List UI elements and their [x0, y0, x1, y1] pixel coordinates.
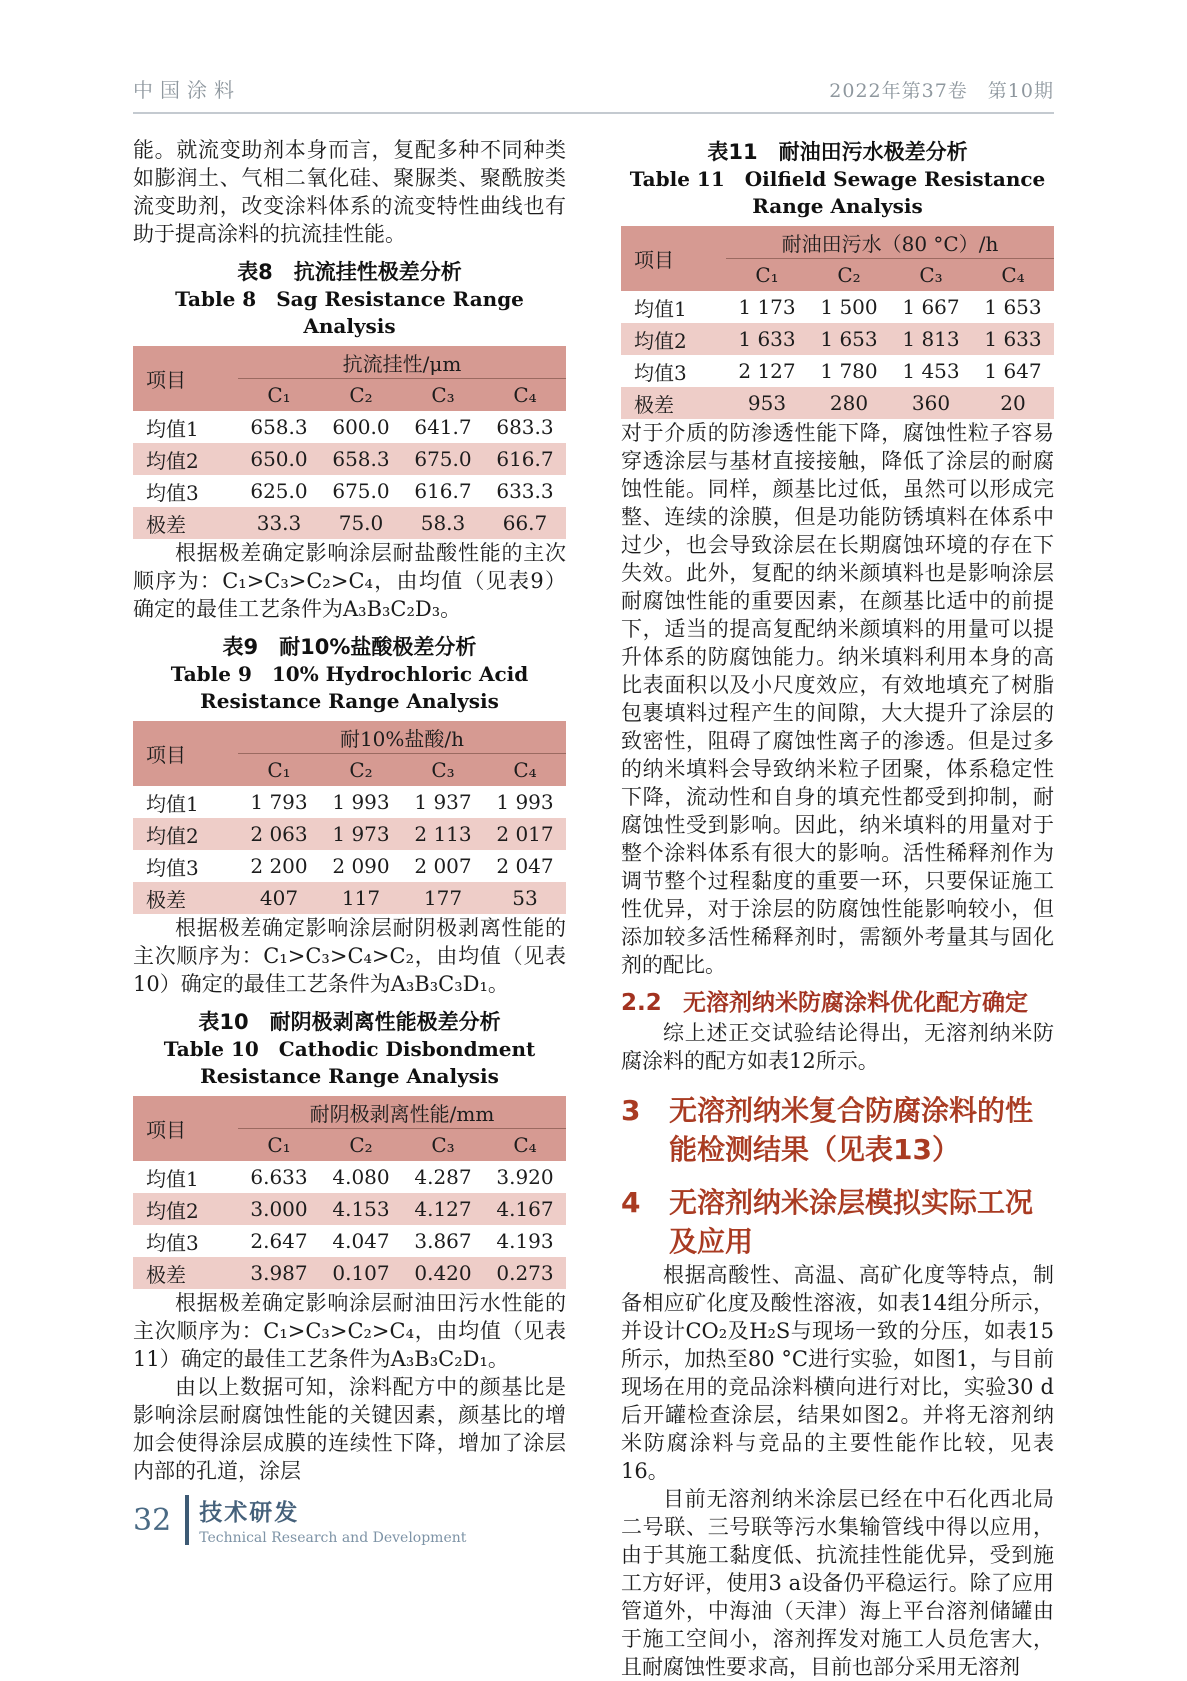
column-header: C₄ [484, 379, 566, 412]
paragraph: 目前无溶剂纳米涂层已经在中石化西北局二号联、三号联等污水集输管线中得以应用，由于其施工黏度低、抗流挂性能优异，受到施工方好评，使用3 a设备仍平稳运行。除了应用管道外，中海油（天津）海上平台溶剂储罐由于施工空间小，溶剂挥发对施工人员危害大，且耐腐蚀性要求高，目前也部分采用无溶剂 [621, 1487, 1054, 1679]
table8 [133, 346, 566, 539]
right-column [621, 136, 1054, 1681]
table-row [621, 291, 1054, 323]
table-row [133, 882, 566, 914]
cell: 1 633 [738, 327, 796, 351]
cell: 117 [341, 886, 381, 910]
table8-header-row [133, 346, 566, 379]
paragraph-continuation: 能。就流变助剂本身而言，复配多种不同种类如膨润土、气相二氧化硅、聚脲类、聚酰胺类流变助剂，改变涂料体系的流变特性曲线也有助于提高涂料的抗流挂性能。 [133, 138, 566, 246]
section-number: 2.2 [621, 990, 662, 1016]
paragraph-discussion: 对于介质的防渗透性能下降，腐蚀性粒子容易穿透涂层与基材直接接触，降低了涂层的耐腐蚀性能。同样，颜基比过低，虽然可以形成完整、连续的涂膜，但是功能防锈填料在体系中过少，也会导致涂层在长期腐蚀环境的存在下失效。此外，复配的纳米颜填料也是影响涂层耐腐蚀性能的重要因素，在颜基比适中的前提下，适当的提高复配纳米颜填料的用量可以提升体系的防腐蚀能力。纳米填料利用本身的高比表面积以及小尺度效应，有效地填充了树脂包裹填料过程产生的间隙，大大提升了涂层的致密性，阻碍了腐蚀性离子的渗透。但是过多的纳米填料会导致纳米粒子团聚，体系稳定性下降，流动性和自身的填充性都受到抑制，耐腐蚀性受到影响。因此，纳米填料的用量对于整个涂料体系有很大的影响。活性稀释剂作为调节整个过程黏度的重要一环，只要保证施工性优异，对于涂层的防腐蚀性能影响较小，但添加较多活性稀释剂时，需额外考量其与固化剂的配比。 [621, 421, 1054, 977]
cell: 600.0 [332, 415, 390, 439]
cell: 658.3 [250, 415, 308, 439]
cell: 1 173 [738, 295, 796, 319]
cell: 4.080 [332, 1165, 390, 1189]
table-row [133, 1225, 566, 1257]
table11-group-header: 耐油田污水（80 °C）/h [726, 226, 1054, 259]
cell: 2 090 [332, 854, 390, 878]
paragraph: 根据极差确定影响涂层耐油田污水性能的主次顺序为：C₁>C₃>C₂>C₄，由均值（见表11）确定的最佳工艺条件为A₃B₃C₂D₁。 [133, 1291, 566, 1371]
table-row [133, 1257, 566, 1289]
column-header: C₁ [238, 754, 320, 787]
cell: 1 993 [496, 790, 554, 814]
cell: 616.7 [496, 447, 554, 471]
row-label: 均值3 [146, 480, 199, 505]
table-row [621, 355, 1054, 387]
cell: 3.867 [414, 1229, 472, 1253]
cell: 3.000 [250, 1197, 308, 1221]
cell: 280 [829, 391, 869, 415]
table-row [133, 507, 566, 539]
cell: 2 007 [414, 854, 472, 878]
cell: 4.047 [332, 1229, 390, 1253]
cell: 4.153 [332, 1197, 390, 1221]
row-label: 均值3 [634, 360, 687, 385]
cell: 1 653 [820, 327, 878, 351]
cell: 3.920 [496, 1165, 554, 1189]
cell: 1 453 [902, 359, 960, 383]
row-label: 均值1 [146, 416, 199, 441]
paragraph: 根据高酸性、高温、高矿化度等特点，制备相应矿化度及酸性溶液，如表14组分所示，并设计CO₂及H₂S与现场一致的分压，如表15所示，加热至80 °C进行实验，如图1，与目前现场在用的竞品涂料横向进行对比，实验30 d后开罐检查涂层，结果如图2。并将无溶剂纳米防腐涂料与竞品的主要性能作比较，见表16。 [621, 1263, 1054, 1483]
footer-section-en: Technical Research and Development [199, 1530, 467, 1546]
column-header: C₃ [402, 379, 484, 412]
cell: 20 [1000, 391, 1026, 415]
cell: 407 [259, 886, 299, 910]
table9 [133, 721, 566, 914]
table10-group-header: 耐阴极剥离性能/mm [238, 1096, 566, 1129]
paragraph: 根据极差确定影响涂层耐盐酸性能的主次顺序为：C₁>C₃>C₂>C₄，由均值（见表9）确定的最佳工艺条件为A₃B₃C₂D₃。 [133, 541, 566, 621]
issue-info: 2022年第37卷 第10期 [829, 80, 1054, 102]
cell: 1 653 [984, 295, 1042, 319]
cell: 53 [512, 886, 538, 910]
cell: 1 973 [332, 822, 390, 846]
column-header: C₁ [726, 259, 808, 292]
table10-caption-cn: 表10 耐阴极剥离性能极差分析 [198, 1010, 501, 1034]
cell: 1 993 [332, 790, 390, 814]
table11-col0-header: 项目 [621, 226, 726, 291]
footer-section-cn: 技术研发 [199, 1500, 300, 1526]
cell: 0.420 [414, 1261, 472, 1285]
table10 [133, 1096, 566, 1289]
row-label: 均值2 [146, 448, 199, 473]
cell: 675.0 [414, 447, 472, 471]
cell: 66.7 [502, 511, 548, 535]
row-label: 均值1 [146, 791, 199, 816]
table11-caption-en: Table 11 Oilfield Sewage Resistance Range Analysis [629, 167, 1046, 218]
row-label: 极差 [146, 887, 186, 912]
table-row [133, 411, 566, 443]
table9-caption-cn: 表9 耐10%盐酸极差分析 [222, 635, 477, 659]
cell: 1 793 [250, 790, 308, 814]
cell: 2 063 [250, 822, 308, 846]
column-header: C₂ [808, 259, 890, 292]
table10-caption-en: Table 10 Cathodic Disbondment Resistance Range Analysis [163, 1037, 536, 1088]
cell: 633.3 [496, 479, 554, 503]
cell: 1 500 [820, 295, 878, 319]
table9-header-row [133, 721, 566, 754]
table11 [621, 226, 1054, 419]
cell: 0.107 [332, 1261, 390, 1285]
table8-caption-cn: 表8 抗流挂性极差分析 [237, 260, 462, 284]
paragraph: 根据极差确定影响涂层耐阴极剥离性能的主次顺序为：C₁>C₃>C₄>C₂，由均值（见表10）确定的最佳工艺条件为A₃B₃C₃D₁。 [133, 916, 566, 996]
table-row [133, 818, 566, 850]
column-header: C₂ [320, 754, 402, 787]
cell: 2 113 [414, 822, 472, 846]
table-row [621, 387, 1054, 419]
row-label: 均值1 [634, 296, 687, 321]
cell: 4.193 [496, 1229, 554, 1253]
cell: 658.3 [332, 447, 390, 471]
column-header: C₁ [238, 379, 320, 412]
page-footer [133, 1494, 466, 1546]
cell: 360 [911, 391, 951, 415]
cell: 675.0 [332, 479, 390, 503]
table11-header-row [621, 226, 1054, 259]
cell: 1 633 [984, 327, 1042, 351]
column-header: C₃ [890, 259, 972, 292]
cell: 4.287 [414, 1165, 472, 1189]
section-2-2-heading [621, 987, 1054, 1019]
cell: 2.647 [250, 1229, 308, 1253]
cell: 33.3 [256, 511, 302, 535]
table8-col0-header: 项目 [133, 346, 238, 411]
cell: 1 813 [902, 327, 960, 351]
paragraph: 由以上数据可知，涂料配方中的颜基比是影响涂层耐腐蚀性能的关键因素，颜基比的增加会使得涂层成膜的连续性下降，增加了涂层内部的孔道，涂层 [133, 1375, 566, 1483]
page-number: 32 [133, 1502, 172, 1538]
cell: 4.167 [496, 1197, 554, 1221]
page-header [133, 74, 1054, 114]
cell: 2 200 [250, 854, 308, 878]
journal-name: 中国涂料 [133, 78, 241, 102]
table-row [133, 475, 566, 507]
cell: 6.633 [250, 1165, 308, 1189]
cell: 650.0 [250, 447, 308, 471]
table-row [133, 786, 566, 818]
row-label: 极差 [146, 512, 186, 537]
row-label: 均值2 [146, 823, 199, 848]
row-label: 均值3 [146, 855, 199, 880]
cell: 4.127 [414, 1197, 472, 1221]
paragraph: 综上述正交试验结论得出，无溶剂纳米防腐涂料的配方如表12所示。 [621, 1021, 1054, 1073]
cell: 2 127 [738, 359, 796, 383]
table9-col0-header: 项目 [133, 721, 238, 786]
footer-section [199, 1494, 466, 1546]
section-title: 无溶剂纳米复合防腐涂料的性能检测结果（见表13） [669, 1094, 1034, 1166]
cell: 58.3 [420, 511, 466, 535]
row-label: 均值2 [634, 328, 687, 353]
cell: 2 017 [496, 822, 554, 846]
column-header: C₄ [972, 259, 1054, 292]
table9-group-header: 耐10%盐酸/h [238, 721, 566, 754]
column-header: C₃ [402, 754, 484, 787]
cell: 1 667 [902, 295, 960, 319]
table10-header-row [133, 1096, 566, 1129]
cell: 177 [423, 886, 463, 910]
section-3-heading [621, 1091, 1054, 1169]
cell: 75.0 [338, 511, 384, 535]
cell: 683.3 [496, 415, 554, 439]
row-label: 均值3 [146, 1230, 199, 1255]
cell: 3.987 [250, 1261, 308, 1285]
column-header: C₄ [484, 1129, 566, 1162]
cell: 641.7 [414, 415, 472, 439]
cell: 1 780 [820, 359, 878, 383]
table-row [621, 323, 1054, 355]
section-title: 无溶剂纳米涂层模拟实际工况及应用 [669, 1186, 1034, 1258]
column-header: C₁ [238, 1129, 320, 1162]
cell: 625.0 [250, 479, 308, 503]
column-header: C₄ [484, 754, 566, 787]
table-row [133, 1193, 566, 1225]
row-label: 极差 [146, 1262, 186, 1287]
column-header: C₃ [402, 1129, 484, 1162]
section-number: 3 [621, 1094, 641, 1127]
column-header: C₂ [320, 379, 402, 412]
table-row [133, 1161, 566, 1193]
cell: 2 047 [496, 854, 554, 878]
cell: 0.273 [496, 1261, 554, 1285]
table11-caption-cn: 表11 耐油田污水极差分析 [707, 140, 968, 164]
section-number: 4 [621, 1186, 641, 1219]
row-label: 均值2 [146, 1198, 199, 1223]
column-header: C₂ [320, 1129, 402, 1162]
left-column [133, 136, 566, 1681]
cell: 953 [747, 391, 787, 415]
cell: 1 647 [984, 359, 1042, 383]
table8-group-header: 抗流挂性/μm [238, 346, 566, 379]
table-row [133, 850, 566, 882]
row-label: 均值1 [146, 1166, 199, 1191]
section-title: 无溶剂纳米防腐涂料优化配方确定 [683, 990, 1028, 1016]
cell: 616.7 [414, 479, 472, 503]
table9-caption-en: Table 9 10% Hydrochloric Acid Resistance Range Analysis [170, 662, 529, 713]
table8-caption-en: Table 8 Sag Resistance Range Analysis [175, 287, 524, 338]
section-4-heading [621, 1183, 1054, 1261]
row-label: 极差 [634, 392, 674, 417]
two-column-layout [133, 136, 1054, 1681]
table-row [133, 443, 566, 475]
table10-col0-header: 项目 [133, 1096, 238, 1161]
cell: 1 937 [414, 790, 472, 814]
page-content [133, 74, 1054, 1681]
footer-divider-bar [185, 1495, 189, 1545]
